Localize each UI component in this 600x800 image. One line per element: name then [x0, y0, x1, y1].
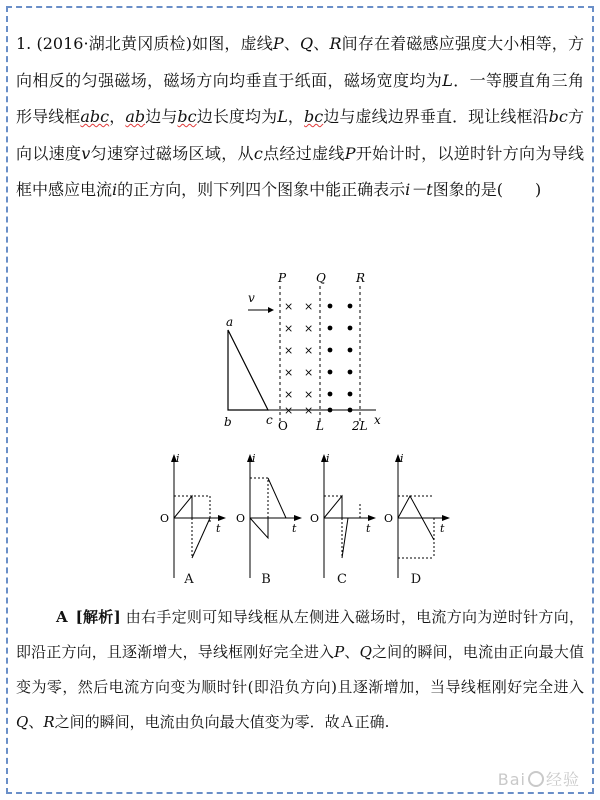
var-Q: Q: [300, 34, 314, 53]
origin-label: O: [384, 512, 394, 525]
label-a: a: [226, 315, 234, 329]
label-2L: 2L: [352, 419, 368, 433]
var-L: L: [442, 70, 453, 90]
question-part: ，: [287, 107, 305, 126]
var-bc: bc: [177, 107, 197, 126]
triangle-frame: [228, 330, 268, 410]
sep: 、: [283, 34, 301, 53]
var-R: R: [43, 713, 55, 731]
var-bc: bc: [304, 107, 324, 126]
label-v: v: [248, 291, 255, 305]
analysis-tag: [解析]: [75, 608, 121, 626]
var-v: v: [81, 143, 91, 163]
curve: [250, 518, 268, 538]
question-part: 的正方向，则下列四个图象中能正确表示: [117, 180, 406, 199]
axis-t-label: t: [216, 522, 221, 535]
cross-mark: ×: [284, 404, 294, 417]
cross-mark: ×: [304, 344, 314, 357]
question-text: [16, 26, 584, 209]
option-A-label: A: [184, 572, 194, 587]
question-part: ，: [109, 107, 126, 126]
sep: 、: [344, 643, 360, 661]
label-R: R: [356, 272, 366, 285]
question-part: 匀速穿过磁场区域，从: [90, 143, 254, 163]
question-intro: 1. (2016·湖北黄冈质检)如图，虚线: [16, 34, 273, 53]
curve: [268, 478, 286, 518]
question-part: 边长度均为: [196, 107, 278, 126]
var-Q: Q: [16, 713, 29, 731]
analysis-part: 之间的瞬间，电流由正向最大值变为零，然后电流方向变为顺时针(即沿负方向)且逐渐增加，当导线框刚好完全进入: [16, 643, 584, 696]
curve: [342, 518, 360, 558]
field-out-of-page: [328, 304, 353, 413]
sep: 、: [313, 34, 330, 53]
dot-mark: [328, 370, 333, 375]
question-part: 边与: [145, 107, 178, 126]
cross-mark: ×: [284, 322, 294, 335]
var-ab: ab: [125, 107, 146, 126]
dot-mark: [328, 348, 333, 353]
analysis-part: 由右手定则可知导线框从左侧进入磁场时，电流方向为逆时针方向，即沿正方向，且逐渐增大，导线框刚好完全进入: [16, 608, 584, 661]
sep: 、: [28, 713, 44, 731]
cross-mark: ×: [284, 300, 294, 313]
dot-mark: [328, 326, 333, 331]
curve: [192, 518, 210, 558]
question-part: 方向以速度: [16, 107, 584, 163]
cross-mark: ×: [284, 366, 294, 379]
axis-t-label: t: [440, 522, 445, 535]
label-x: x: [374, 413, 381, 427]
dot-mark: [348, 392, 353, 397]
analysis-part: 之间的瞬间，电流由负向最大值变为零．故Ａ正确.: [54, 713, 390, 731]
var-abc: abc: [80, 107, 110, 126]
baidu-paw-icon: [528, 771, 544, 787]
var-i: i: [112, 180, 118, 199]
dot-mark: [348, 326, 353, 331]
question-part: 间存在着磁感应强度大小相等，方向相反的匀强磁场，磁场方向均垂直于纸面，磁场宽度均为: [16, 34, 584, 90]
var-P: P: [334, 643, 345, 661]
option-C-label: C: [337, 572, 347, 587]
dot-mark: [348, 348, 353, 353]
var-bc: bc: [548, 107, 568, 126]
origin-label: O: [310, 512, 320, 525]
question-part: 边与虚线边界垂直．现让线框沿: [323, 107, 549, 126]
magnetic-field-diagram: [216, 272, 392, 444]
cross-mark: ×: [304, 300, 314, 313]
cross-mark: ×: [284, 344, 294, 357]
var-i-t: i－t: [405, 180, 433, 199]
dot-mark: [328, 392, 333, 397]
cross-mark: ×: [304, 404, 314, 417]
option-D-label: D: [410, 572, 422, 587]
label-L: L: [316, 419, 324, 433]
watermark-text: Bai: [497, 770, 526, 789]
var-P: P: [344, 143, 356, 163]
dot-mark: [328, 408, 333, 413]
origin-label: O: [236, 512, 246, 525]
axis-i-label: i: [326, 452, 330, 465]
question-part: 点经过虚线: [262, 143, 345, 163]
origin-label: O: [160, 512, 170, 525]
graph-A: [156, 448, 226, 588]
label-b: b: [224, 415, 232, 429]
cross-mark: ×: [284, 388, 294, 401]
axis-t-label: t: [292, 522, 297, 535]
axis-i-label: i: [176, 452, 180, 465]
label-Q: Q: [316, 272, 326, 285]
velocity-arrowhead: [268, 307, 274, 313]
question-part: ．一等腰直角三角形导线框: [16, 70, 584, 126]
graph-B: [232, 448, 302, 588]
watermark-text: 经验: [545, 770, 580, 789]
cross-mark: ×: [304, 322, 314, 335]
graph-C: [306, 448, 376, 588]
axis-t-label: t: [366, 522, 371, 535]
analysis-text: [16, 600, 584, 740]
field-into-page: [284, 300, 313, 417]
option-B-label: B: [261, 572, 271, 587]
graph-D: [380, 448, 450, 588]
var-L: L: [277, 107, 288, 126]
cross-mark: ×: [304, 366, 314, 379]
var-P: P: [272, 34, 284, 53]
dot-mark: [348, 370, 353, 375]
axis-arrow: [218, 515, 226, 521]
label-O: O: [278, 419, 288, 433]
question-part: 图象的是( ): [432, 180, 542, 199]
label-P: P: [278, 272, 287, 285]
answer-letter: A: [56, 608, 68, 626]
curve: [174, 496, 192, 518]
dot-mark: [348, 408, 353, 413]
dot-mark: [328, 304, 333, 309]
axis-i-label: i: [252, 452, 256, 465]
question-part: 开始计时，以逆时针方向为导线框中感应电流: [16, 143, 584, 199]
curve: [324, 496, 342, 518]
baidu-watermark: [498, 767, 580, 790]
var-Q: Q: [359, 643, 372, 661]
var-c: c: [253, 143, 263, 163]
label-c: c: [266, 413, 273, 427]
var-R: R: [329, 34, 342, 53]
cross-mark: ×: [304, 388, 314, 401]
axis-i-label: i: [400, 452, 404, 465]
dot-mark: [348, 304, 353, 309]
